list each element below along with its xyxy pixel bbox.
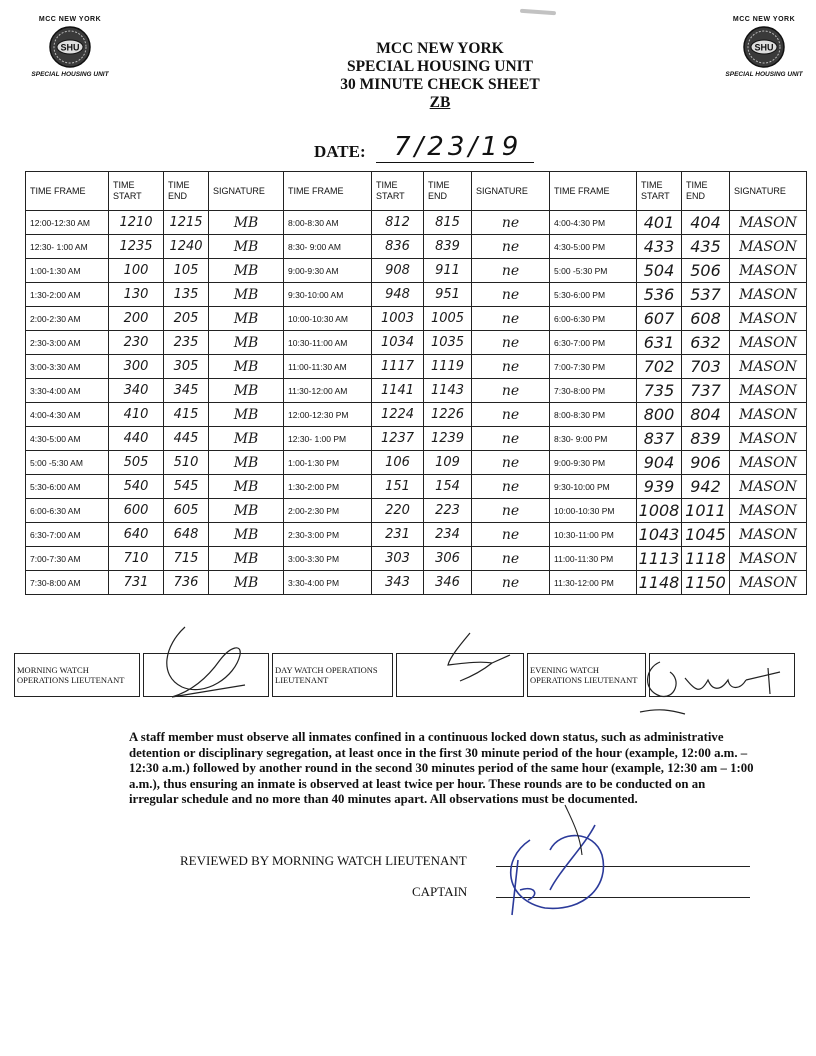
date-value: 7/23/19 <box>394 132 523 162</box>
time-end-cell: 1045 <box>682 523 730 547</box>
time-end-cell: 1011 <box>682 499 730 523</box>
time-start-cell: 600 <box>109 499 164 523</box>
time-frame-cell: 10:30-11:00 PM <box>550 523 637 547</box>
time-start-cell: 1148 <box>637 571 682 595</box>
time-start-cell: 343 <box>372 571 424 595</box>
time-start-cell: 939 <box>637 475 682 499</box>
time-end-cell: 1226 <box>424 403 472 427</box>
time-start-cell: 1235 <box>109 235 164 259</box>
day-watch-signature <box>397 654 524 697</box>
table-row <box>26 523 807 547</box>
date-label: DATE: <box>314 142 366 161</box>
time-end-cell: 1215 <box>164 211 209 235</box>
time-frame-cell: 4:30-5:00 PM <box>550 235 637 259</box>
title-line-1: MCC NEW YORK <box>376 40 504 57</box>
table-header-row <box>26 172 807 211</box>
time-frame-cell: 5:00 -5:30 PM <box>550 259 637 283</box>
time-frame-cell: 12:00-12:30 PM <box>284 403 372 427</box>
time-start-cell: 908 <box>372 259 424 283</box>
time-end-cell: 911 <box>424 259 472 283</box>
seal-icon-right <box>742 25 786 69</box>
signature-cell: ne <box>472 235 550 259</box>
time-frame-cell: 9:30-10:00 AM <box>284 283 372 307</box>
signature-cell: ne <box>472 403 550 427</box>
table-row <box>26 211 807 235</box>
time-frame-cell: 8:00-8:30 AM <box>284 211 372 235</box>
time-start-cell: 440 <box>109 427 164 451</box>
signature-cell: MASON <box>730 451 807 475</box>
signature-cell: ne <box>472 331 550 355</box>
time-start-cell: 220 <box>372 499 424 523</box>
signature-cell: MB <box>209 259 284 283</box>
column-header: TIME FRAME <box>26 172 109 211</box>
signature-cell: ne <box>472 547 550 571</box>
logo-left <box>30 16 110 78</box>
scan-mark <box>520 9 556 16</box>
seal-text: SHU <box>60 42 80 53</box>
table-row <box>26 451 807 475</box>
time-end-cell: 404 <box>682 211 730 235</box>
signature-cell: MASON <box>730 283 807 307</box>
time-start-cell: 100 <box>109 259 164 283</box>
time-frame-cell: 5:00 -5:30 AM <box>26 451 109 475</box>
time-frame-cell: 12:00-12:30 AM <box>26 211 109 235</box>
table-row <box>26 571 807 595</box>
signature-cell: ne <box>472 475 550 499</box>
signature-cell: ne <box>472 523 550 547</box>
seal-icon <box>48 25 92 69</box>
time-start-cell: 1043 <box>637 523 682 547</box>
time-start-cell: 640 <box>109 523 164 547</box>
column-header: TIME END <box>682 172 730 211</box>
signature-cell: ne <box>472 427 550 451</box>
time-start-cell: 130 <box>109 283 164 307</box>
time-frame-cell: 7:00-7:30 PM <box>550 355 637 379</box>
time-end-cell: 906 <box>682 451 730 475</box>
signature-cell: MASON <box>730 499 807 523</box>
table-row <box>26 427 807 451</box>
time-end-cell: 1239 <box>424 427 472 451</box>
time-frame-cell: 9:00-9:30 AM <box>284 259 372 283</box>
time-start-cell: 1237 <box>372 427 424 451</box>
table-row <box>26 499 807 523</box>
time-end-cell: 839 <box>682 427 730 451</box>
signature-cell: MB <box>209 379 284 403</box>
reviewer-signature <box>490 800 620 925</box>
signature-cell: MASON <box>730 403 807 427</box>
time-end-cell: 537 <box>682 283 730 307</box>
time-end-cell: 109 <box>424 451 472 475</box>
signature-cell: MB <box>209 211 284 235</box>
signature-cell: MASON <box>730 379 807 403</box>
time-frame-cell: 4:30-5:00 AM <box>26 427 109 451</box>
column-header: TIME START <box>637 172 682 211</box>
check-table <box>25 171 807 595</box>
time-end-cell: 445 <box>164 427 209 451</box>
time-frame-cell: 5:30-6:00 AM <box>26 475 109 499</box>
time-frame-cell: 9:30-10:00 PM <box>550 475 637 499</box>
time-end-cell: 306 <box>424 547 472 571</box>
signature-cell: MASON <box>730 211 807 235</box>
time-start-cell: 710 <box>109 547 164 571</box>
time-start-cell: 1224 <box>372 403 424 427</box>
time-start-cell: 505 <box>109 451 164 475</box>
time-frame-cell: 11:30-12:00 PM <box>550 571 637 595</box>
time-end-cell: 815 <box>424 211 472 235</box>
time-frame-cell: 7:30-8:00 PM <box>550 379 637 403</box>
time-frame-cell: 12:30- 1:00 PM <box>284 427 372 451</box>
reviewer-signature-line <box>496 866 750 867</box>
signature-cell: MB <box>209 499 284 523</box>
time-start-cell: 303 <box>372 547 424 571</box>
signature-cell: MASON <box>730 547 807 571</box>
signature-cell: ne <box>472 379 550 403</box>
signature-cell: MASON <box>730 259 807 283</box>
signature-cell: MB <box>209 475 284 499</box>
column-header: TIME START <box>109 172 164 211</box>
time-start-cell: 231 <box>372 523 424 547</box>
time-start-cell: 1117 <box>372 355 424 379</box>
signature-cell: MB <box>209 355 284 379</box>
logo-bottom-text-right: SPECIAL HOUSING UNIT <box>725 71 803 78</box>
signature-cell: ne <box>472 571 550 595</box>
table-row <box>26 355 807 379</box>
time-end-cell: 605 <box>164 499 209 523</box>
time-frame-cell: 1:30-2:00 AM <box>26 283 109 307</box>
column-header: SIGNATURE <box>209 172 284 211</box>
time-start-cell: 800 <box>637 403 682 427</box>
time-start-cell: 1141 <box>372 379 424 403</box>
title-line-3: 30 MINUTE CHECK SHEET <box>340 76 540 93</box>
time-end-cell: 736 <box>164 571 209 595</box>
captain-signature-line <box>496 897 750 898</box>
table-row <box>26 547 807 571</box>
table-row <box>26 403 807 427</box>
signature-cell: MB <box>209 331 284 355</box>
time-end-cell: 737 <box>682 379 730 403</box>
time-end-cell: 1035 <box>424 331 472 355</box>
time-end-cell: 234 <box>424 523 472 547</box>
time-start-cell: 607 <box>637 307 682 331</box>
time-end-cell: 223 <box>424 499 472 523</box>
time-frame-cell: 11:00-11:30 AM <box>284 355 372 379</box>
table-row <box>26 307 807 331</box>
time-start-cell: 904 <box>637 451 682 475</box>
logo-top-text: MCC NEW YORK <box>38 16 102 23</box>
evening-watch-signature <box>650 654 795 697</box>
time-start-cell: 1008 <box>637 499 682 523</box>
time-end-cell: 703 <box>682 355 730 379</box>
time-frame-cell: 4:00-4:30 PM <box>550 211 637 235</box>
time-frame-cell: 3:30-4:00 AM <box>26 379 109 403</box>
column-header: TIME END <box>424 172 472 211</box>
seal-text-right: SHU <box>754 42 774 53</box>
logo-bottom-text: SPECIAL HOUSING UNIT <box>31 71 109 78</box>
time-end-cell: 506 <box>682 259 730 283</box>
time-end-cell: 305 <box>164 355 209 379</box>
time-start-cell: 536 <box>637 283 682 307</box>
time-frame-cell: 3:00-3:30 AM <box>26 355 109 379</box>
time-frame-cell: 10:00-10:30 PM <box>550 499 637 523</box>
time-start-cell: 300 <box>109 355 164 379</box>
time-end-cell: 715 <box>164 547 209 571</box>
time-end-cell: 205 <box>164 307 209 331</box>
time-frame-cell: 1:00-1:30 AM <box>26 259 109 283</box>
time-frame-cell: 4:00-4:30 AM <box>26 403 109 427</box>
time-start-cell: 401 <box>637 211 682 235</box>
morning-watch-label: MORNING WATCH OPERATIONS LIEUTENANT <box>15 654 140 697</box>
time-end-cell: 1143 <box>424 379 472 403</box>
signature-cell: MB <box>209 571 284 595</box>
time-start-cell: 230 <box>109 331 164 355</box>
table-row <box>26 379 807 403</box>
time-end-cell: 510 <box>164 451 209 475</box>
time-frame-cell: 12:30- 1:00 AM <box>26 235 109 259</box>
time-frame-cell: 2:30-3:00 AM <box>26 331 109 355</box>
time-end-cell: 345 <box>164 379 209 403</box>
signature-cell: MASON <box>730 307 807 331</box>
column-header: TIME FRAME <box>550 172 637 211</box>
signature-cell: MASON <box>730 523 807 547</box>
signature-cell: MB <box>209 307 284 331</box>
time-end-cell: 1118 <box>682 547 730 571</box>
captain-label: CAPTAIN <box>412 884 468 899</box>
time-frame-cell: 10:00-10:30 AM <box>284 307 372 331</box>
time-frame-cell: 1:30-2:00 PM <box>284 475 372 499</box>
signature-cell: ne <box>472 259 550 283</box>
time-end-cell: 1119 <box>424 355 472 379</box>
signature-cell: ne <box>472 307 550 331</box>
signature-cell: ne <box>472 355 550 379</box>
time-frame-cell: 11:00-11:30 PM <box>550 547 637 571</box>
time-end-cell: 135 <box>164 283 209 307</box>
evening-watch-label: EVENING WATCH OPERATIONS LIEUTENANT <box>528 654 646 697</box>
unit-code: ZB <box>429 94 451 111</box>
signature-cell: MASON <box>730 475 807 499</box>
time-end-cell: 951 <box>424 283 472 307</box>
signature-cell: MASON <box>730 331 807 355</box>
time-start-cell: 812 <box>372 211 424 235</box>
signature-cell: MB <box>209 451 284 475</box>
time-end-cell: 1240 <box>164 235 209 259</box>
time-end-cell: 1005 <box>424 307 472 331</box>
time-frame-cell: 6:00-6:30 PM <box>550 307 637 331</box>
signature-cell: MB <box>209 523 284 547</box>
time-start-cell: 836 <box>372 235 424 259</box>
table-body <box>26 211 807 595</box>
signature-cell: ne <box>472 211 550 235</box>
time-start-cell: 200 <box>109 307 164 331</box>
logo-right <box>724 16 804 78</box>
time-start-cell: 735 <box>637 379 682 403</box>
reviewed-by-label: REVIEWED BY MORNING WATCH LIEUTENANT <box>180 853 467 868</box>
time-frame-cell: 7:30-8:00 AM <box>26 571 109 595</box>
time-end-cell: 942 <box>682 475 730 499</box>
time-start-cell: 340 <box>109 379 164 403</box>
title-line-2: SPECIAL HOUSING UNIT <box>346 58 534 75</box>
time-frame-cell: 3:00-3:30 PM <box>284 547 372 571</box>
time-frame-cell: 6:00-6:30 AM <box>26 499 109 523</box>
time-frame-cell: 2:00-2:30 PM <box>284 499 372 523</box>
time-start-cell: 540 <box>109 475 164 499</box>
signature-cell: MASON <box>730 235 807 259</box>
time-frame-cell: 6:30-7:00 AM <box>26 523 109 547</box>
time-end-cell: 804 <box>682 403 730 427</box>
time-start-cell: 702 <box>637 355 682 379</box>
column-header: TIME FRAME <box>284 172 372 211</box>
signature-cell: MB <box>209 547 284 571</box>
time-end-cell: 415 <box>164 403 209 427</box>
time-frame-cell: 2:00-2:30 AM <box>26 307 109 331</box>
signature-cell: MB <box>209 427 284 451</box>
time-frame-cell: 2:30-3:00 PM <box>284 523 372 547</box>
table-row <box>26 283 807 307</box>
time-end-cell: 608 <box>682 307 730 331</box>
time-end-cell: 235 <box>164 331 209 355</box>
time-frame-cell: 8:30- 9:00 PM <box>550 427 637 451</box>
table-row <box>26 235 807 259</box>
page-title <box>240 40 640 112</box>
time-start-cell: 1034 <box>372 331 424 355</box>
time-end-cell: 1150 <box>682 571 730 595</box>
time-start-cell: 1003 <box>372 307 424 331</box>
time-start-cell: 948 <box>372 283 424 307</box>
time-frame-cell: 8:30- 9:00 AM <box>284 235 372 259</box>
table-row <box>26 259 807 283</box>
signature-cell: ne <box>472 451 550 475</box>
time-end-cell: 545 <box>164 475 209 499</box>
column-header: TIME START <box>372 172 424 211</box>
column-header: TIME END <box>164 172 209 211</box>
time-frame-cell: 7:00-7:30 AM <box>26 547 109 571</box>
time-frame-cell: 1:00-1:30 PM <box>284 451 372 475</box>
time-start-cell: 1113 <box>637 547 682 571</box>
date-field <box>314 132 614 166</box>
time-end-cell: 346 <box>424 571 472 595</box>
time-frame-cell: 10:30-11:00 AM <box>284 331 372 355</box>
lieutenant-table <box>14 653 795 697</box>
time-frame-cell: 11:30-12:00 AM <box>284 379 372 403</box>
signature-cell: MASON <box>730 355 807 379</box>
signature-cell: MASON <box>730 427 807 451</box>
time-end-cell: 648 <box>164 523 209 547</box>
time-start-cell: 151 <box>372 475 424 499</box>
time-start-cell: 106 <box>372 451 424 475</box>
time-start-cell: 731 <box>109 571 164 595</box>
time-start-cell: 410 <box>109 403 164 427</box>
time-frame-cell: 5:30-6:00 PM <box>550 283 637 307</box>
policy-notice: A staff member must observe all inmates confined in a continuous locked down status, such as administrative detention or disciplinary segregation, at least once in the first 30 minute period of the hour (example, 12:00 a.m. – 12:30 a.m.) followed by another round in the second 30 minutes period of the same hour (example, 12:30 am – 1:00 a.m.), thus ensuring an inmate is observed at least twice per hour. These rounds are to be conducted on an irregular schedule and no more than 40 minutes apart. All observations must be documented. <box>129 730 754 806</box>
time-end-cell: 435 <box>682 235 730 259</box>
table-row <box>26 475 807 499</box>
signature-cell: ne <box>472 499 550 523</box>
column-header: SIGNATURE <box>472 172 550 211</box>
time-end-cell: 154 <box>424 475 472 499</box>
day-watch-label: DAY WATCH OPERATIONS LIEUTENANT <box>273 654 393 697</box>
signature-cell: MASON <box>730 571 807 595</box>
time-frame-cell: 9:00-9:30 PM <box>550 451 637 475</box>
signature-cell: MB <box>209 283 284 307</box>
time-start-cell: 1210 <box>109 211 164 235</box>
time-start-cell: 631 <box>637 331 682 355</box>
logo-top-text-right: MCC NEW YORK <box>732 16 796 23</box>
time-frame-cell: 8:00-8:30 PM <box>550 403 637 427</box>
table-row <box>26 331 807 355</box>
time-start-cell: 504 <box>637 259 682 283</box>
date-underline <box>376 162 534 163</box>
time-start-cell: 837 <box>637 427 682 451</box>
time-end-cell: 105 <box>164 259 209 283</box>
time-frame-cell: 3:30-4:00 PM <box>284 571 372 595</box>
signature-cell: MB <box>209 403 284 427</box>
signature-cell: ne <box>472 283 550 307</box>
morning-watch-signature <box>144 654 269 697</box>
time-end-cell: 632 <box>682 331 730 355</box>
column-header: SIGNATURE <box>730 172 807 211</box>
time-end-cell: 839 <box>424 235 472 259</box>
signature-cell: MB <box>209 235 284 259</box>
time-frame-cell: 6:30-7:00 PM <box>550 331 637 355</box>
time-start-cell: 433 <box>637 235 682 259</box>
